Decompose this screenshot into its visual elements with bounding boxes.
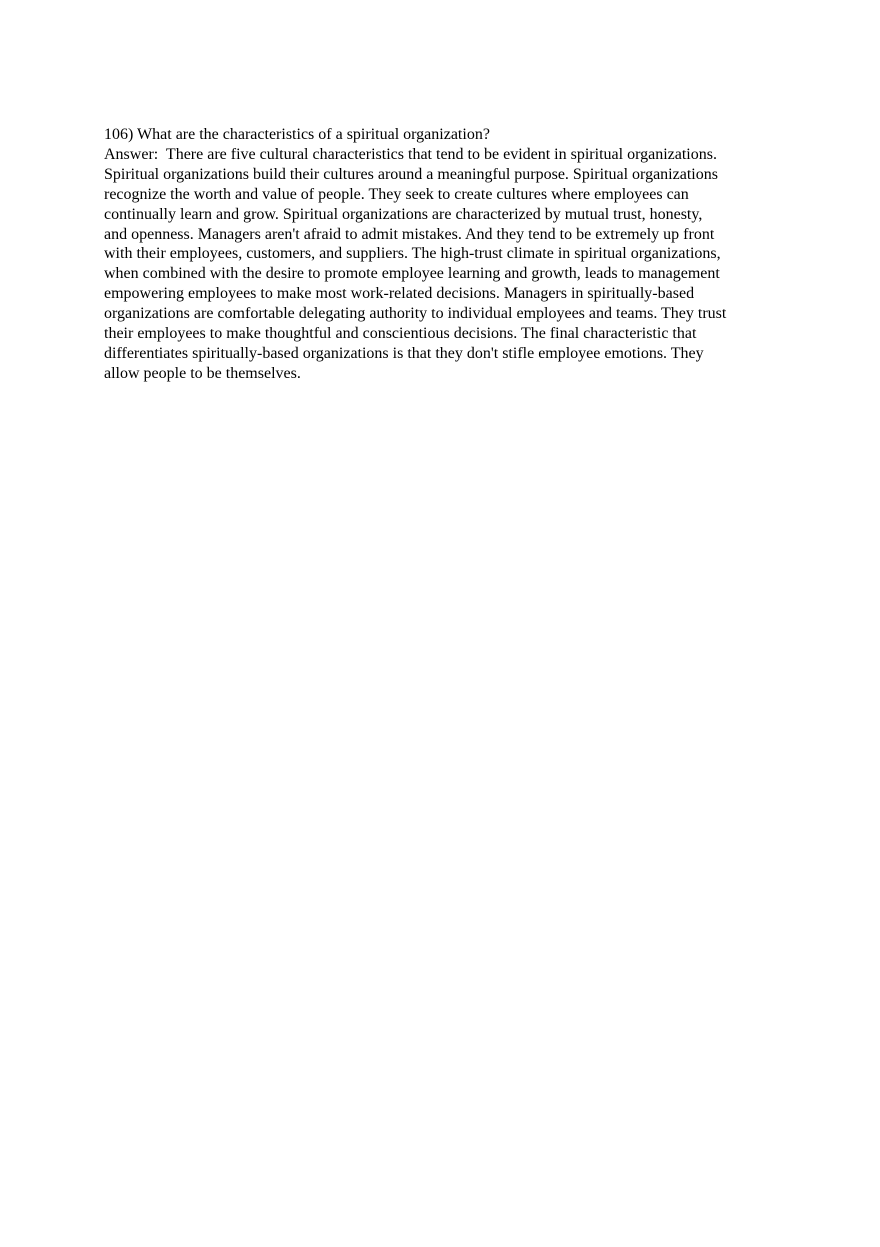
answer-line: empowering employees to make most work-related decisions. Managers in spiritually-based — [104, 285, 695, 303]
answer-line: recognize the worth and value of people. They seek to create cultures where employees can — [104, 185, 689, 203]
answer-line: their employees to make thoughtful and conscientious decisions. The final characteristic that — [104, 325, 697, 343]
question-answer-block — [104, 125, 784, 384]
answer-line: with their employees, customers, and suppliers. The high-trust climate in spiritual organizations, — [104, 245, 721, 263]
answer-line: when combined with the desire to promote employee learning and growth, leads to management — [104, 265, 720, 283]
answer-line: Answer: There are five cultural characteristics that tend to be evident in spiritual organizations. — [104, 145, 717, 163]
answer-line: and openness. Managers aren't afraid to admit mistakes. And they tend to be extremely up front — [104, 225, 715, 243]
question-text: 106) What are the characteristics of a spiritual organization? — [104, 126, 490, 143]
answer-line: differentiates spiritually-based organizations is that they don't stifle employee emotions. They — [104, 344, 704, 362]
answer-line: organizations are comfortable delegating authority to individual employees and teams. They trust — [104, 305, 727, 323]
answer-line: allow people to be themselves. — [104, 364, 301, 382]
answer-line: Spiritual organizations build their cultures around a meaningful purpose. Spiritual organizations — [104, 165, 718, 183]
answer-line: continually learn and grow. Spiritual organizations are characterized by mutual trust, honesty, — [104, 205, 703, 223]
